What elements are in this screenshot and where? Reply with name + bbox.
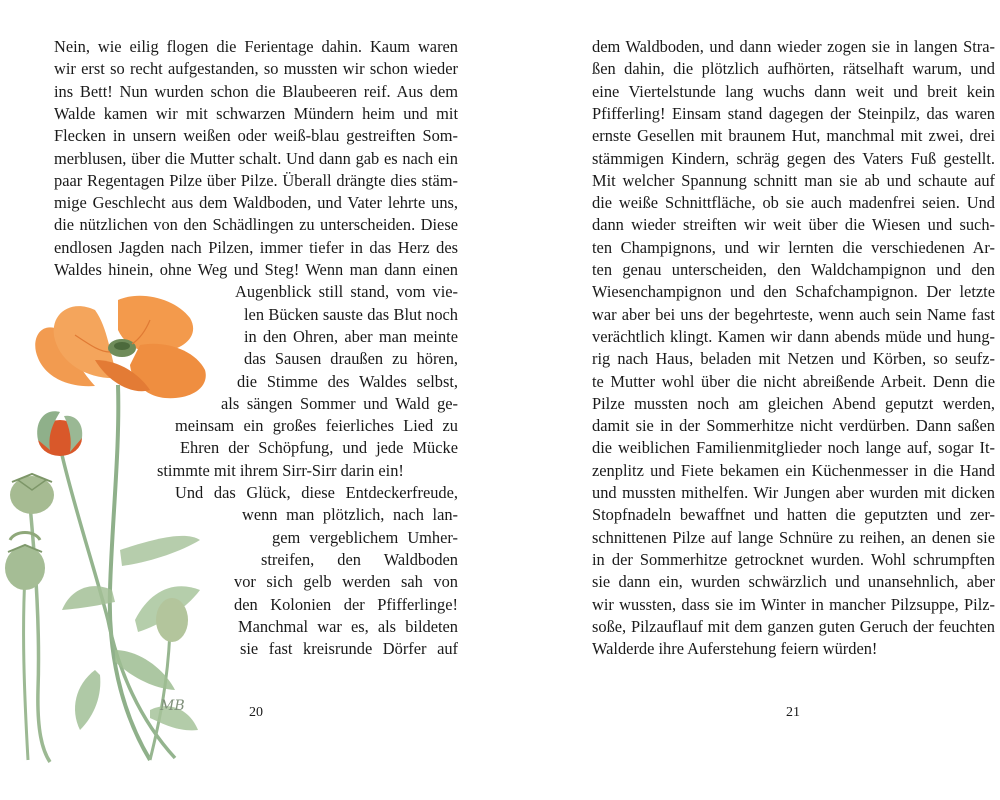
text-line: Augenblick still stand, vom vie- [235,282,458,302]
text-line: Pilze mussten noch am gleichen Abend geputzt werden, [592,393,995,413]
text-line: Walderde ihre Auferstehung feiern würden! [592,639,878,659]
text-line: die weiblichen Familienmitglieder noch lange auf, sogar It- [592,438,995,458]
text-line: die Stimme des Waldes selbst, [237,371,458,391]
text-line: als sängen Sommer und Wald ge- [221,393,458,413]
text-line: in den Ohren, aber man meinte [244,326,458,346]
text-line: Walde kamen wir mit schwarzen Mündern heim und mit [54,103,458,123]
text-line: war aber bei uns der begehrteste, wenn auch sein Name fast [592,304,995,324]
text-line: ßen dahin, die plötzlich aufhörten, rätselhaft warum, und [592,59,995,79]
text-line: vor sich gelb werden sah von [234,572,458,592]
text-line: in der Sommerhitze getrocknet wurden. Wohl schrumpften [592,549,995,569]
text-line: Mit welcher Spannung schnitt man sie ab und schaute auf [592,170,995,190]
text-line: dem Waldboden, und dann wieder zogen sie in langen Stra- [592,37,995,56]
text-line: und mussten mithelfen. Wir Jungen aber wurden mit dicken [592,483,995,502]
poppy-illustration-icon [0,290,215,765]
poppy-bud [37,411,82,456]
text-line: Stopfnadeln bewaffnet und hatten die geputzten und zer- [592,505,995,525]
poppy-flower [35,296,206,399]
poppy-seedpods [5,474,188,642]
text-line: Flecken in unsern weißen oder weiß-blau gestreiften Som- [54,126,458,146]
text-line: schnittenen Pilze auf lange Schnüre zu reihen, an denen sie [592,527,995,547]
text-line: die weiße Schnittfläche, ob sie auch madenfrei seien. Und [592,193,995,213]
text-line: sie dann ein, wurden schwärzlich und unansehnlich, aber [592,572,995,592]
text-line: rig nach Haus, beladen mit Netzen und Körben, so seufz- [592,349,995,369]
artist-signature: MB [160,698,185,714]
text-line: ins Bett! Nun wurden schon die Blaubeeren reif. Aus dem [54,81,458,101]
text-line: ten genau unterscheiden, den Waldchampignon und den [592,260,995,279]
text-line: Ehren der Schöpfung, und jede Mücke [180,438,458,458]
text-line: Nein, wie eilig flogen die Ferientage dahin. Kaum waren [54,37,458,56]
text-line: sie fast kreisrunde Dörfer auf [240,639,458,659]
text-line: Und das Glück, diese Entdeckerfreude, [175,483,458,502]
text-line: endlosen Jagden nach Pilzen, immer tiefer in das Herz des [54,237,458,257]
text-line: wenn man plötzlich, nach lan- [242,505,458,525]
page-number-left: 20 [249,705,263,720]
text-line: verächtlich klingt. Kamen wir dann abends müde und hung- [592,326,995,346]
text-line: wir erst so recht aufgestanden, so mussten wir schon wieder [54,59,458,79]
text-line: paar Regentagen Pilze über Pilze. Überall drängte dies stäm- [54,170,458,190]
text-line: Wiesenchampignon und den Schafchampignon. Der letzte [592,282,995,302]
text-line: gem vergeblichem Umher- [272,527,458,547]
text-line: meinsam ein großes feierliches Lied zu [175,416,458,436]
text-line: die nützlichen von den Schädlingen zu unterscheiden. Diese [54,215,458,235]
text-line: ten Champignons, und wir lernten die verschiedenen Ar- [592,237,995,257]
text-line: damit sie in der Sommerhitze nicht verdürben. Dann saßen [592,416,995,436]
text-line: mige Geschlecht aus dem Waldboden, und Vater lehrte uns, [54,193,458,213]
text-line: ernste Gesellen mit braunem Hut, manchmal mit zwei, drei [592,126,995,146]
text-line: Pfifferling! Einsam stand dagegen der Steinpilz, das waren [592,103,995,123]
text-line: soße, Pilzauflauf mit dem ganzen guten Geruch der feuchten [592,616,995,636]
text-line: dann wieder streiften wir weit über die Wiesen und such- [592,215,995,235]
text-line: stämmigen Kindern, schräg gegen des Vaters Fuß gestellt. [592,148,995,168]
text-line: wir wussten, dass sie im Winter in mancher Pilzsuppe, Pilz- [592,594,995,614]
text-line: zenplitz und Fiete bekamen ein Küchenmesser in die Hand [592,460,995,480]
text-line: len Bücken sauste das Blut noch [244,304,458,324]
text-line: den Kolonien der Pfifferlinge! [234,594,458,614]
right-page [500,0,1000,800]
text-line: stimmte mit ihrem Sirr-Sirr darin ein! [157,460,404,480]
text-line: das Sausen draußen zu hören, [244,349,458,369]
text-line: Manchmal war es, als bildeten [238,616,458,636]
page-number-right: 21 [786,705,800,720]
text-line: streifen, den Waldboden [261,549,458,569]
text-line: te Mutter wohl über die nicht abreißende Arbeit. Denn die [592,371,995,391]
text-line: eine Viertelstunde lang wuchs dann weit und breit kein [592,81,995,101]
text-line: Waldes hinein, ohne Weg und Steg! Wenn man dann einen [54,260,458,279]
text-line: merblusen, über die Mutter schalt. Und dann gab es nach ein [54,148,458,168]
